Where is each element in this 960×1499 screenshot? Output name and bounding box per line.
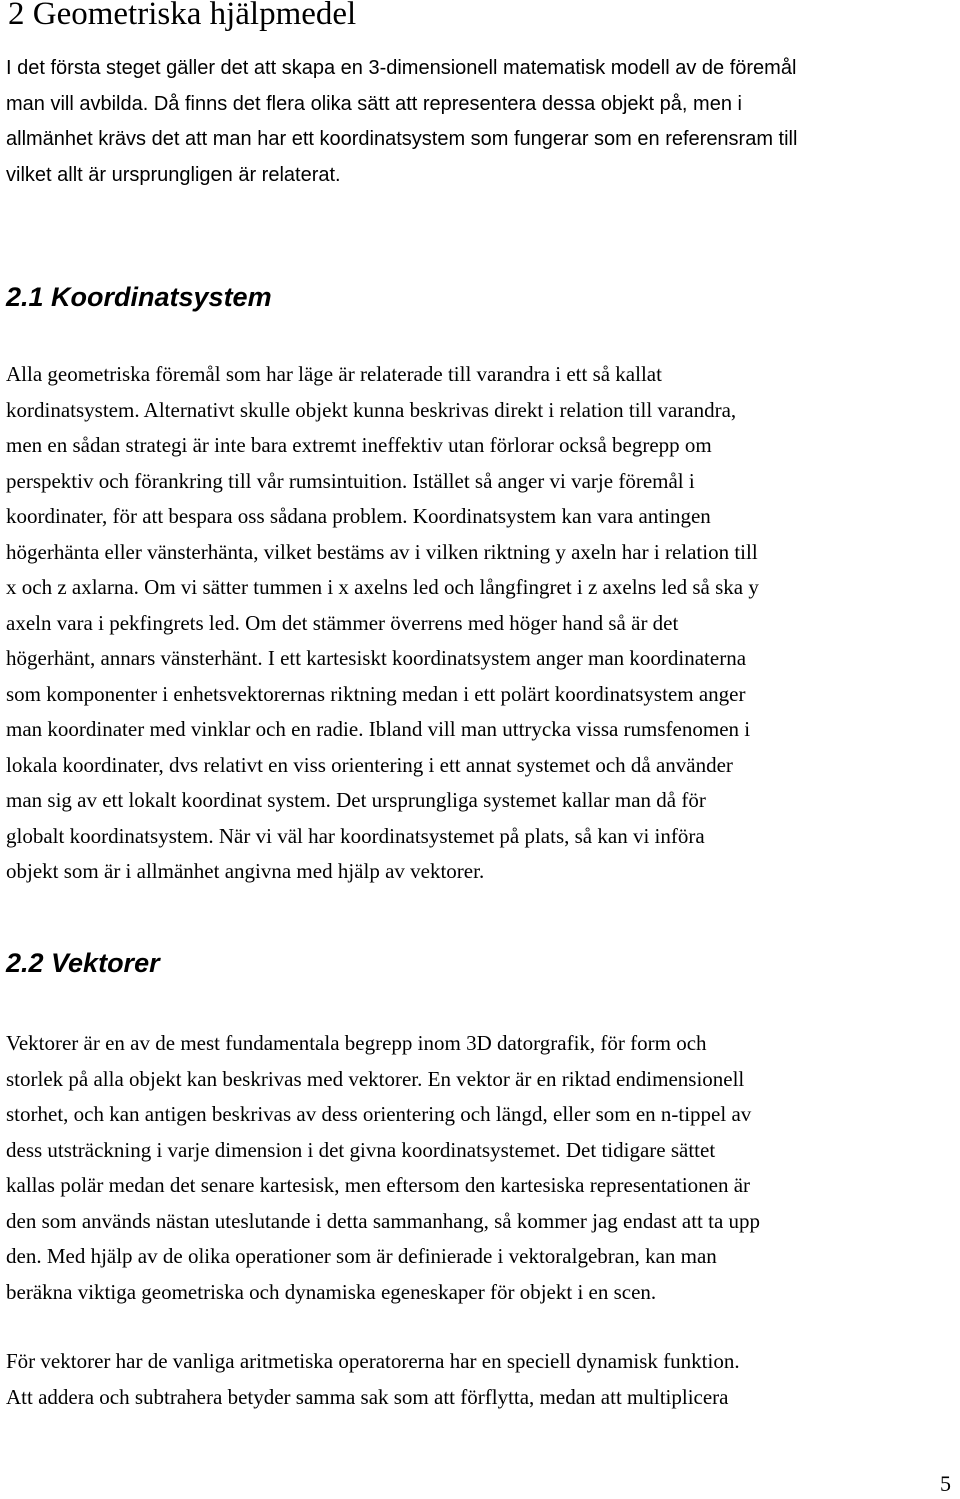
paragraph-line: kordinatsystem. Alternativt skulle objekt kunna beskrivas direkt i relation till varandra, bbox=[6, 397, 737, 422]
page-number: 5 bbox=[940, 1471, 951, 1496]
paragraph-line: x och z axlarna. Om vi sätter tummen i x axelns led och långfingret i z axelns led så ska y bbox=[6, 575, 759, 599]
vektorer-paragraph-2 bbox=[6, 1344, 958, 1415]
chapter-heading: 2 Geometriska hjälpmedel bbox=[8, 0, 357, 32]
paragraph-line: den. Med hjälp av de olika operationer som är definierade i vektoralgebran, kan man bbox=[6, 1244, 717, 1268]
paragraph-line: den som används nästan uteslutande i detta sammanhang, så kommer jag endast att ta upp bbox=[6, 1208, 761, 1233]
koordinatsystem-paragraph bbox=[6, 357, 958, 890]
intro-paragraph bbox=[6, 51, 958, 193]
paragraph-line: storhet, och kan antigen beskrivas av dess orientering och längd, eller som en n-tippel av bbox=[6, 1102, 752, 1126]
paragraph-line: Att addera och subtrahera betyder samma sak som att förflytta, medan att multiplicera bbox=[6, 1384, 729, 1409]
section-heading-vektorer: 2.2 Vektorer bbox=[6, 948, 160, 978]
paragraph-line: axeln vara i pekfingrets led. Om det stämmer överrens med höger hand så är det bbox=[6, 610, 679, 635]
paragraph-line: man vill avbilda. Då finns det flera olika sätt att representera dessa objekt på, men i bbox=[6, 92, 742, 115]
paragraph-line: lokala koordinater, dvs relativt en viss orientering i ett annat systemet och då använder bbox=[6, 752, 733, 777]
paragraph-line: beräkna viktiga geometriska och dynamiska egeneskaper för objekt i en scen. bbox=[6, 1279, 657, 1304]
paragraph-line: storlek på alla objekt kan beskrivas med vektorer. En vektor är en riktad endimensionell bbox=[6, 1066, 745, 1091]
paragraph-line: Vektorer är en av de mest fundamentala begrepp inom 3D datorgrafik, för form och bbox=[6, 1031, 707, 1055]
paragraph-line: Alla geometriska föremål som har läge är relaterade till varandra i ett så kallat bbox=[6, 362, 662, 386]
vektorer-paragraph-1 bbox=[6, 1026, 958, 1310]
paragraph-line: kallas polär medan det senare kartesisk, men eftersom den kartesiska representationen är bbox=[6, 1173, 751, 1197]
paragraph-line: men en sådan strategi är inte bara extremt ineffektiv utan förlorar också begrepp om bbox=[6, 433, 712, 457]
paragraph-line: koordinater, för att bespara oss sådana problem. Koordinatsystem kan vara antingen bbox=[6, 504, 711, 528]
paragraph-line: man koordinater med vinklar och en radie. Ibland vill man uttrycka vissa rumsfenomen i bbox=[6, 717, 751, 741]
paragraph-line: I det första steget gäller det att skapa en 3-dimensionell matematisk modell av de föremål bbox=[6, 57, 797, 79]
paragraph-line: För vektorer har de vanliga aritmetiska operatorerna har en speciell dynamisk funktion. bbox=[6, 1349, 740, 1373]
paragraph-line: man sig av ett lokalt koordinat system. Det ursprungliga systemet kallar man då för bbox=[6, 788, 706, 812]
paragraph-line: högerhänta eller vänsterhänta, vilket bestäms av i vilken riktning y axeln har i relation till bbox=[6, 539, 758, 564]
paragraph-line: objekt som är i allmänhet angivna med hjälp av vektorer. bbox=[6, 859, 485, 883]
section-heading-koordinatsystem: 2.1 Koordinatsystem bbox=[6, 282, 272, 312]
paragraph-line: globalt koordinatsystem. När vi väl har koordinatsystemet på plats, så kan vi införa bbox=[6, 823, 705, 848]
paragraph-line: perspektiv och förankring till vår rumsintuition. Istället så anger vi varje föremål i bbox=[6, 468, 695, 493]
paragraph-line: högerhänt, annars vänsterhänt. I ett kartesiskt koordinatsystem anger man koordinaterna bbox=[6, 646, 747, 670]
paragraph-line: vilket allt är ursprungligen är relaterat. bbox=[6, 163, 341, 186]
paragraph-line: dess utsträckning i varje dimension i det givna koordinatsystemet. Det tidigare sättet bbox=[6, 1137, 716, 1162]
paragraph-line: allmänhet krävs det att man har ett koordinatsystem som fungerar som en referensram till bbox=[6, 128, 798, 150]
paragraph-line: som komponenter i enhetsvektorernas riktning medan i ett polärt koordinatsystem anger bbox=[6, 681, 746, 706]
